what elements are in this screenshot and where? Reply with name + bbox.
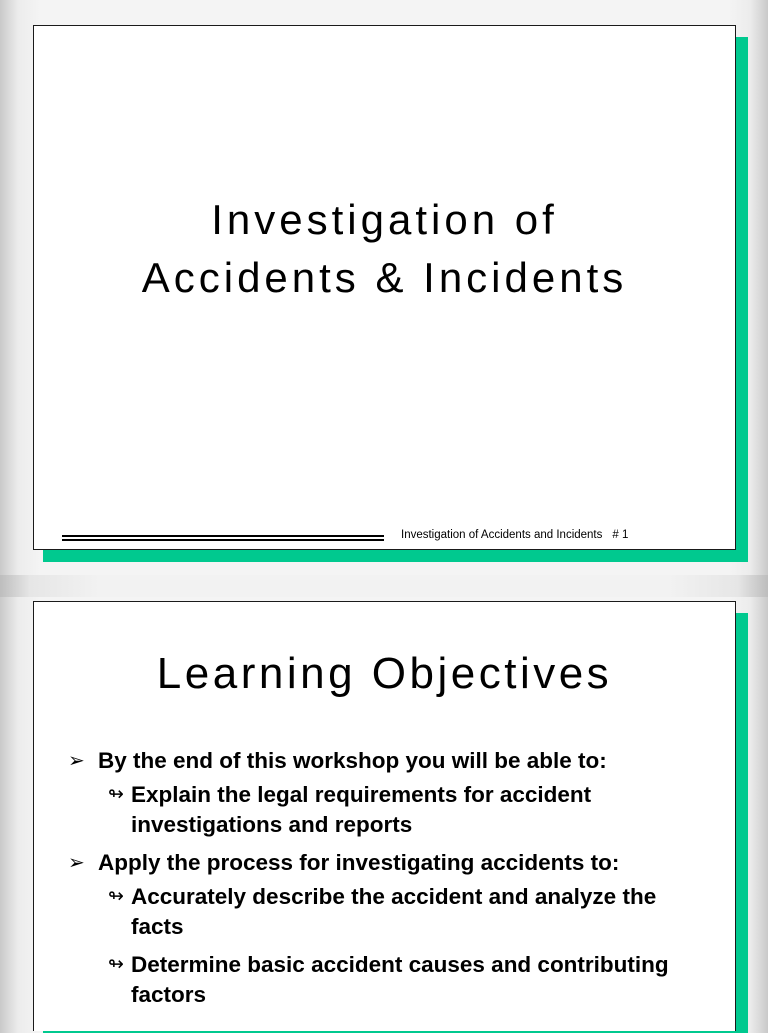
footer-label: Investigation of Accidents and Incidents [401, 529, 603, 541]
slide-title: Learning Objectives [156, 649, 613, 698]
sub-bullet-text: Determine basic accident causes and contributing factors [131, 952, 669, 1007]
hook-arrow-bullet-icon: ↬ [108, 784, 124, 805]
sub-bullet-item [108, 882, 708, 942]
bullet-item [68, 746, 708, 776]
slide-number: # 1 [612, 529, 629, 541]
slide-footer [401, 529, 628, 541]
arrowhead-bullet-icon: ➢ [68, 852, 85, 874]
bullet-item [68, 848, 708, 878]
bullet-text: By the end of this workshop you will be able to: [98, 748, 607, 773]
bullet-text: Apply the process for investigating accidents to: [98, 850, 620, 875]
footer-rule [62, 535, 384, 541]
slide-title-line-2: Accidents & Incidents [141, 254, 628, 301]
sub-bullet-item [108, 950, 708, 1010]
sub-bullet-text: Explain the legal requirements for accident investigations and reports [131, 782, 592, 837]
arrowhead-bullet-icon: ➢ [68, 750, 85, 772]
sub-bullet-item [108, 780, 708, 840]
title-slide [33, 25, 736, 550]
hook-arrow-bullet-icon: ↬ [108, 886, 124, 907]
bullet-list [68, 746, 708, 1018]
sub-bullet-text: Accurately describe the accident and analyze the facts [131, 884, 657, 939]
page-gap [0, 575, 768, 597]
slide-title [34, 191, 735, 307]
slide-title-line-1: Investigation of [211, 196, 558, 243]
objectives-slide [33, 601, 736, 1031]
hook-arrow-bullet-icon: ↬ [108, 954, 124, 975]
